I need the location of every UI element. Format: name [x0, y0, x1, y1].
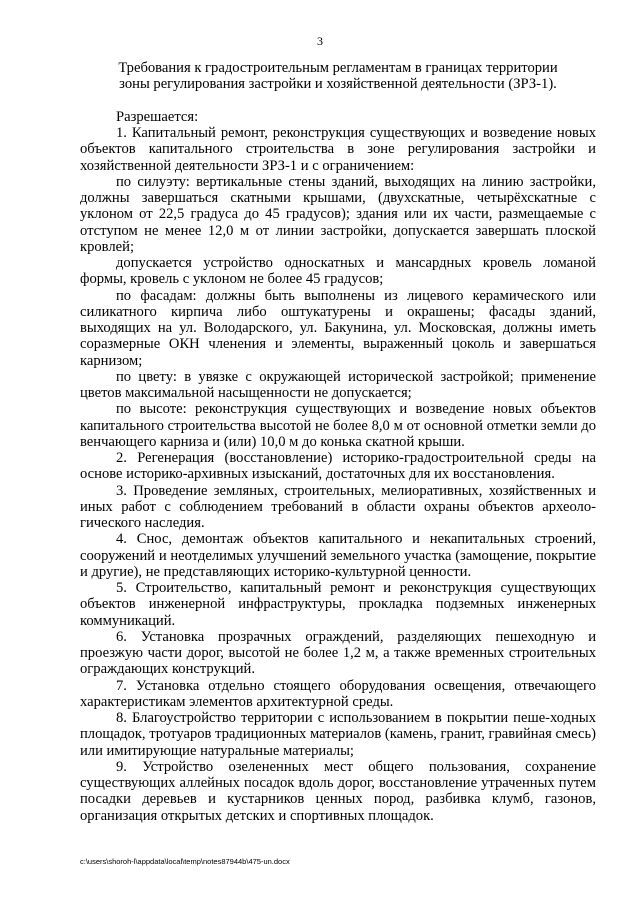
- paragraph-item-6: 6. Установка прозрачных ограждений, разделяющих пешеходную и проезжую части дорог, высотой не более 1,2 м, а также временных строительных ограждающих конструкций.: [80, 628, 596, 678]
- document-body: [80, 60, 596, 824]
- paragraph-silhouette: по силуэту: вертикальные стены зданий, выходящих на линию застройки, должны завершаться скатными крышами, (двухскатные, четырёхскатные с уклоном от 22,5 градуса до 45 градусов); здания или их части, размещаемые с отступом не менее 12,0 м от линии застройки, допускается завершать плоской кровлей;: [80, 173, 596, 255]
- paragraph-item-3: 3. Проведение земляных, строительных, мелиоративных, хозяйственных и иных работ с соблюдением требований в области охраны объектов археоло-гического наследия.: [80, 482, 596, 531]
- file-path-footer: c:\users\shoroh-l\appdata\local\temp\notes87944b\475-un.docx: [80, 857, 290, 866]
- paragraph-allowed-intro: Разрешается:: [116, 108, 199, 125]
- paragraph-item-4: 4. Снос, демонтаж объектов капитального и некапитальных строений, сооружений и неотделимых улучшений земельного участка (замощение, покрытие и другие), не представляющих историко-культурной ценности.: [80, 531, 596, 580]
- paragraph-item-1: 1. Капитальный ремонт, реконструкция существующих и возведение новых объектов капитального строительства в зоне регулирования застройки и хозяйственной деятельности ЗРЗ-1 и с ограничением:: [80, 125, 596, 174]
- paragraph-height: по высоте: реконструкция существующих и возведение новых объектов капитального строительства высотой не более 8,0 м от основной отметки земли до венчающего карниза и (или) 10,0 м до конька скатной крыши.: [80, 401, 596, 450]
- paragraph-roofs: допускается устройство односкатных и мансардных кровель ломаной формы, кровель с уклоном не более 45 градусов;: [80, 255, 596, 288]
- blank-line: [80, 93, 596, 109]
- paragraph-item-9: 9. Устройство озелененных мест общего пользования, сохранение существующих аллейных посадок вдоль дорог, восстановление утраченных путем посадки деревьев и кустарников ценных пород, разбивка клумб, газонов, организация открытых детских и спортивных площадок.: [80, 758, 596, 824]
- paragraph-item-8: 8. Благоустройство территории с использованием в покрытии пеше-ходных площадок, тротуаров традиционных материалов (камень, гранит, гравийная смесь) или имитирующие натуральные материалы;: [80, 710, 596, 759]
- paragraph-item-2: 2. Регенерация (восстановление) историко-градостроительной среды на основе историко-архивных изысканий, достаточных для их восстановления.: [80, 450, 596, 483]
- section-heading: [80, 60, 596, 93]
- paragraph-item-5: 5. Строительство, капитальный ремонт и реконструкция существующих объектов инженерной инфраструктуры, прокладка подземных инженерных коммуникаций.: [80, 580, 596, 629]
- page-number: 3: [317, 34, 323, 48]
- paragraph-color: по цвету: в увязке с окружающей исторической застройкой; применение цветов максимальной насыщенности не допускается;: [80, 368, 596, 401]
- paragraph-item-7: 7. Установка отдельно стоящего оборудования освещения, отвечающего характеристикам элементов архитектурной среды.: [80, 677, 596, 710]
- paragraph-facades: по фасадам: должны быть выполнены из лицевого керамического или силикатного кирпича либо оштукатурены и окрашены; фасады зданий, выходящих на ул. Володарского, ул. Бакунина, ул. Московская, должны иметь соразмерные ОКН членения и элементы, выраженный цоколь и завершаться карнизом;: [80, 287, 596, 369]
- heading-line-1: Требования к градостроительным регламентам в границах территории: [118, 60, 558, 76]
- heading-line-2: зоны регулирования застройки и хозяйственной деятельности (ЗРЗ-1).: [119, 76, 557, 93]
